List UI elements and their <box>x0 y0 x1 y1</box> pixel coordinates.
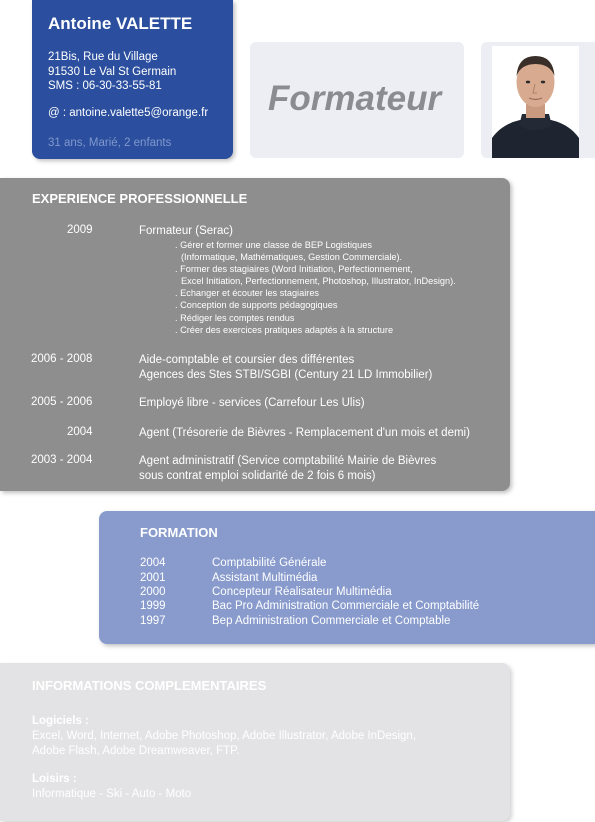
list-item: . Echanger et écouter les stagiaires <box>175 288 320 299</box>
person-name: Antoine VALETTE <box>48 14 193 33</box>
formation-label: Bac Pro Administration Commerciale et Comptabilité <box>212 600 480 612</box>
portrait-photo <box>492 46 579 158</box>
experience-description: Formateur (Serac) <box>139 225 233 237</box>
experience-section <box>0 178 510 491</box>
experience-year: 2005 - 2006 <box>31 396 93 408</box>
formation-heading: FORMATION <box>140 525 218 540</box>
experience-heading: EXPERIENCE PROFESSIONNELLE <box>32 191 248 206</box>
contact-card <box>32 0 233 159</box>
formation-label: Comptabilité Générale <box>212 557 327 569</box>
experience-description: Employé libre - services (Carrefour Les Ulis) <box>139 397 365 409</box>
phone: SMS : 06-30-33-55-81 <box>48 80 162 92</box>
list-item: . Conception de supports pédagogiques <box>175 300 338 311</box>
formation-year: 2004 <box>140 557 166 569</box>
address-line-1: 21Bis, Rue du Village <box>48 51 158 63</box>
experience-description: Agent (Trésorerie de Bièvres - Remplacement d'un mois et demi) <box>139 427 470 439</box>
address-line-2: 91530 Le Val St Germain <box>48 65 177 78</box>
family-status: 31 ans, Marié, 2 enfants <box>48 137 172 149</box>
list-item: . Rédiger les comptes rendus <box>175 312 295 323</box>
additional-info-heading: INFORMATIONS COMPLEMENTAIRES <box>32 678 267 693</box>
formation-year: 1999 <box>140 600 166 612</box>
experience-year: 2004 <box>67 426 93 438</box>
formation-item <box>140 615 450 627</box>
software-list: Excel, Word, Internet, Adobe Photoshop, Adobe Illustrator, Adobe InDesign, Adobe Flash, Adobe Dreamweaver, FTP. <box>32 730 417 757</box>
job-title-card <box>250 42 464 158</box>
email[interactable]: @ : antoine.valette5@orange.fr <box>48 107 209 119</box>
contact-address <box>48 50 176 94</box>
formation-item <box>140 572 317 584</box>
photo-card <box>481 42 595 158</box>
formation-item <box>140 557 326 569</box>
hobbies-list: Informatique - Ski - Auto - Moto <box>32 788 192 800</box>
experience-year: 2003 - 2004 <box>31 454 93 466</box>
list-item: (Informatique, Mathématiques, Gestion Commerciale). <box>181 252 403 263</box>
formation-label: Assistant Multimédia <box>212 572 318 584</box>
experience-bullet-list <box>175 239 456 336</box>
formation-item <box>140 586 392 598</box>
additional-info-section <box>0 663 510 821</box>
formation-year: 1997 <box>140 615 166 627</box>
experience-description: Agent administratif (Service comptabilité Mairie de Bièvres sous contrat emploi solidarité de 2 fois 6 mois) <box>139 455 437 482</box>
formation-year: 2001 <box>140 572 166 584</box>
experience-year: 2006 - 2008 <box>31 353 93 365</box>
list-item: Excel Initiation, Perfectionnement, Photoshop, Illustrator, InDesign). <box>181 276 456 287</box>
experience-year: 2009 <box>67 224 93 236</box>
formation-section <box>99 511 595 644</box>
list-item: . Former des stagiaires (Word Initiation, Perfectionnement, <box>175 264 413 275</box>
formation-year: 2000 <box>140 586 166 598</box>
experience-description: Aide-comptable et coursier des différentes Agences des Stes STBI/SGBI (Century 21 LD Immobilier) <box>139 354 433 381</box>
hobbies-label: Loisirs : <box>32 773 77 785</box>
job-title: Formateur <box>268 79 442 118</box>
formation-item <box>140 600 479 612</box>
formation-label: Bep Administration Commerciale et Comptable <box>212 615 451 627</box>
formation-label: Concepteur Réalisateur Multimédia <box>212 586 392 598</box>
software-label: Logiciels : <box>32 715 89 727</box>
list-item: . Gérer et former une classe de BEP Logistiques <box>175 240 372 250</box>
list-item: . Créer des exercices pratiques adaptés à la structure <box>175 324 394 335</box>
